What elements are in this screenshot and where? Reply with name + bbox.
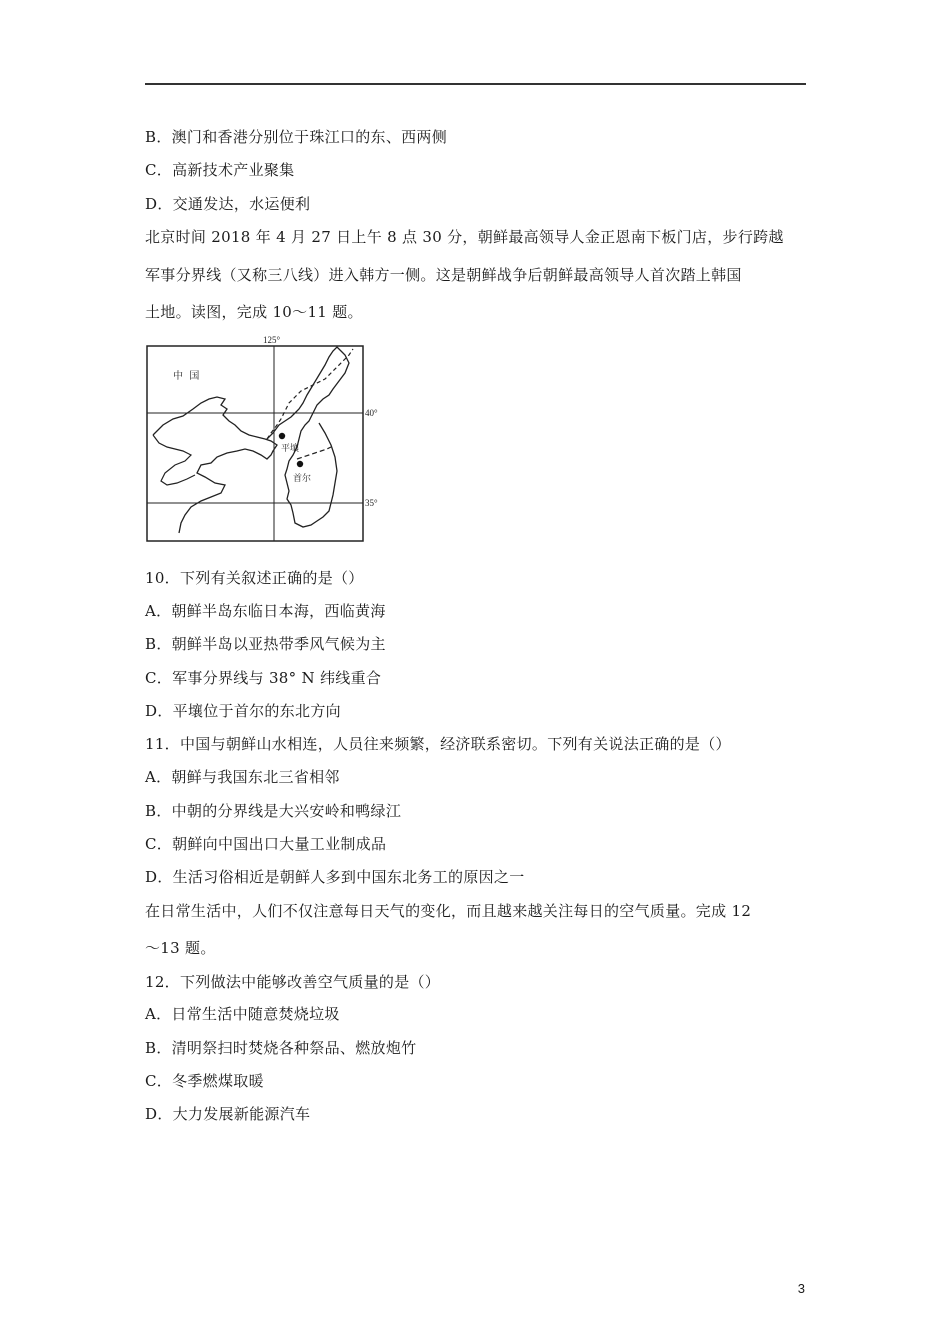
option-12b: B．清明祭扫时焚烧各种祭品、燃放炮竹 xyxy=(145,1039,417,1057)
intro-paragraph-line-1: 北京时间 2018 年 4 月 27 日上午 8 点 30 分，朝鲜最高领导人金正恩南下板门店，步行跨越 xyxy=(145,228,784,246)
latitude-label-35: 35° xyxy=(365,498,378,508)
intro-paragraph-2-line-1: 在日常生活中，人们不仅注意每日天气的变化，而且越来越关注每日的空气质量。完成 12 xyxy=(145,902,752,920)
option-12c: C．冬季燃煤取暖 xyxy=(145,1072,264,1090)
page-number: 3 xyxy=(797,1281,805,1296)
china-korea-border xyxy=(267,349,353,439)
header-rule xyxy=(145,83,806,85)
city-label-seoul: 首尔 xyxy=(293,474,312,484)
bohai-bay xyxy=(153,435,195,485)
city-label-pyongyang: 平壤 xyxy=(281,444,300,454)
intro-paragraph-line-3: 土地。读图，完成 10～11 题。 xyxy=(145,303,363,321)
option-10d: D．平壤位于首尔的东北方向 xyxy=(145,702,341,720)
option-9d: D．交通发达，水运便利 xyxy=(145,195,311,213)
option-11c: C．朝鲜向中国出口大量工业制成品 xyxy=(145,835,387,853)
option-11d: D．生活习俗相近是朝鲜人多到中国东北务工的原因之一 xyxy=(145,868,525,886)
option-9b: B．澳门和香港分别位于珠江口的东、西两侧 xyxy=(145,128,448,146)
country-label-china: 中 国 xyxy=(173,371,200,382)
latitude-label-40: 40° xyxy=(365,408,378,418)
option-11b: B．中朝的分界线是大兴安岭和鸭绿江 xyxy=(145,802,402,820)
question-11: 11．中国与朝鲜山水相连，人员往来频繁，经济联系密切。下列有关说法正确的是（） xyxy=(145,735,731,753)
option-12a: A．日常生活中随意焚烧垃圾 xyxy=(145,1005,340,1023)
option-12d: D．大力发展新能源汽车 xyxy=(145,1105,311,1123)
seoul-dot xyxy=(297,461,303,467)
intro-paragraph-line-2: 军事分界线（又称三八线）进入韩方一侧。这是朝鲜战争后朝鲜最高领导人首次踏上韩国 xyxy=(145,266,742,284)
military-demarcation-line xyxy=(297,447,331,459)
longitude-label-125: 125° xyxy=(263,335,281,345)
option-9c: C．高新技术产业聚集 xyxy=(145,161,295,179)
question-12: 12．下列做法中能够改善空气质量的是（） xyxy=(145,973,441,991)
option-10a: A．朝鲜半岛东临日本海，西临黄海 xyxy=(145,602,386,620)
china-coastline xyxy=(153,397,277,533)
korea-peninsula-map xyxy=(145,333,378,545)
question-10: 10．下列有关叙述正确的是（） xyxy=(145,569,364,587)
intro-paragraph-2-line-2: ～13 题。 xyxy=(145,939,216,957)
option-10b: B．朝鲜半岛以亚热带季风气候为主 xyxy=(145,635,386,653)
option-11a: A．朝鲜与我国东北三省相邻 xyxy=(145,768,340,786)
option-10c: C．军事分界线与 38° N 纬线重合 xyxy=(145,669,382,687)
pyongyang-dot xyxy=(279,433,285,439)
